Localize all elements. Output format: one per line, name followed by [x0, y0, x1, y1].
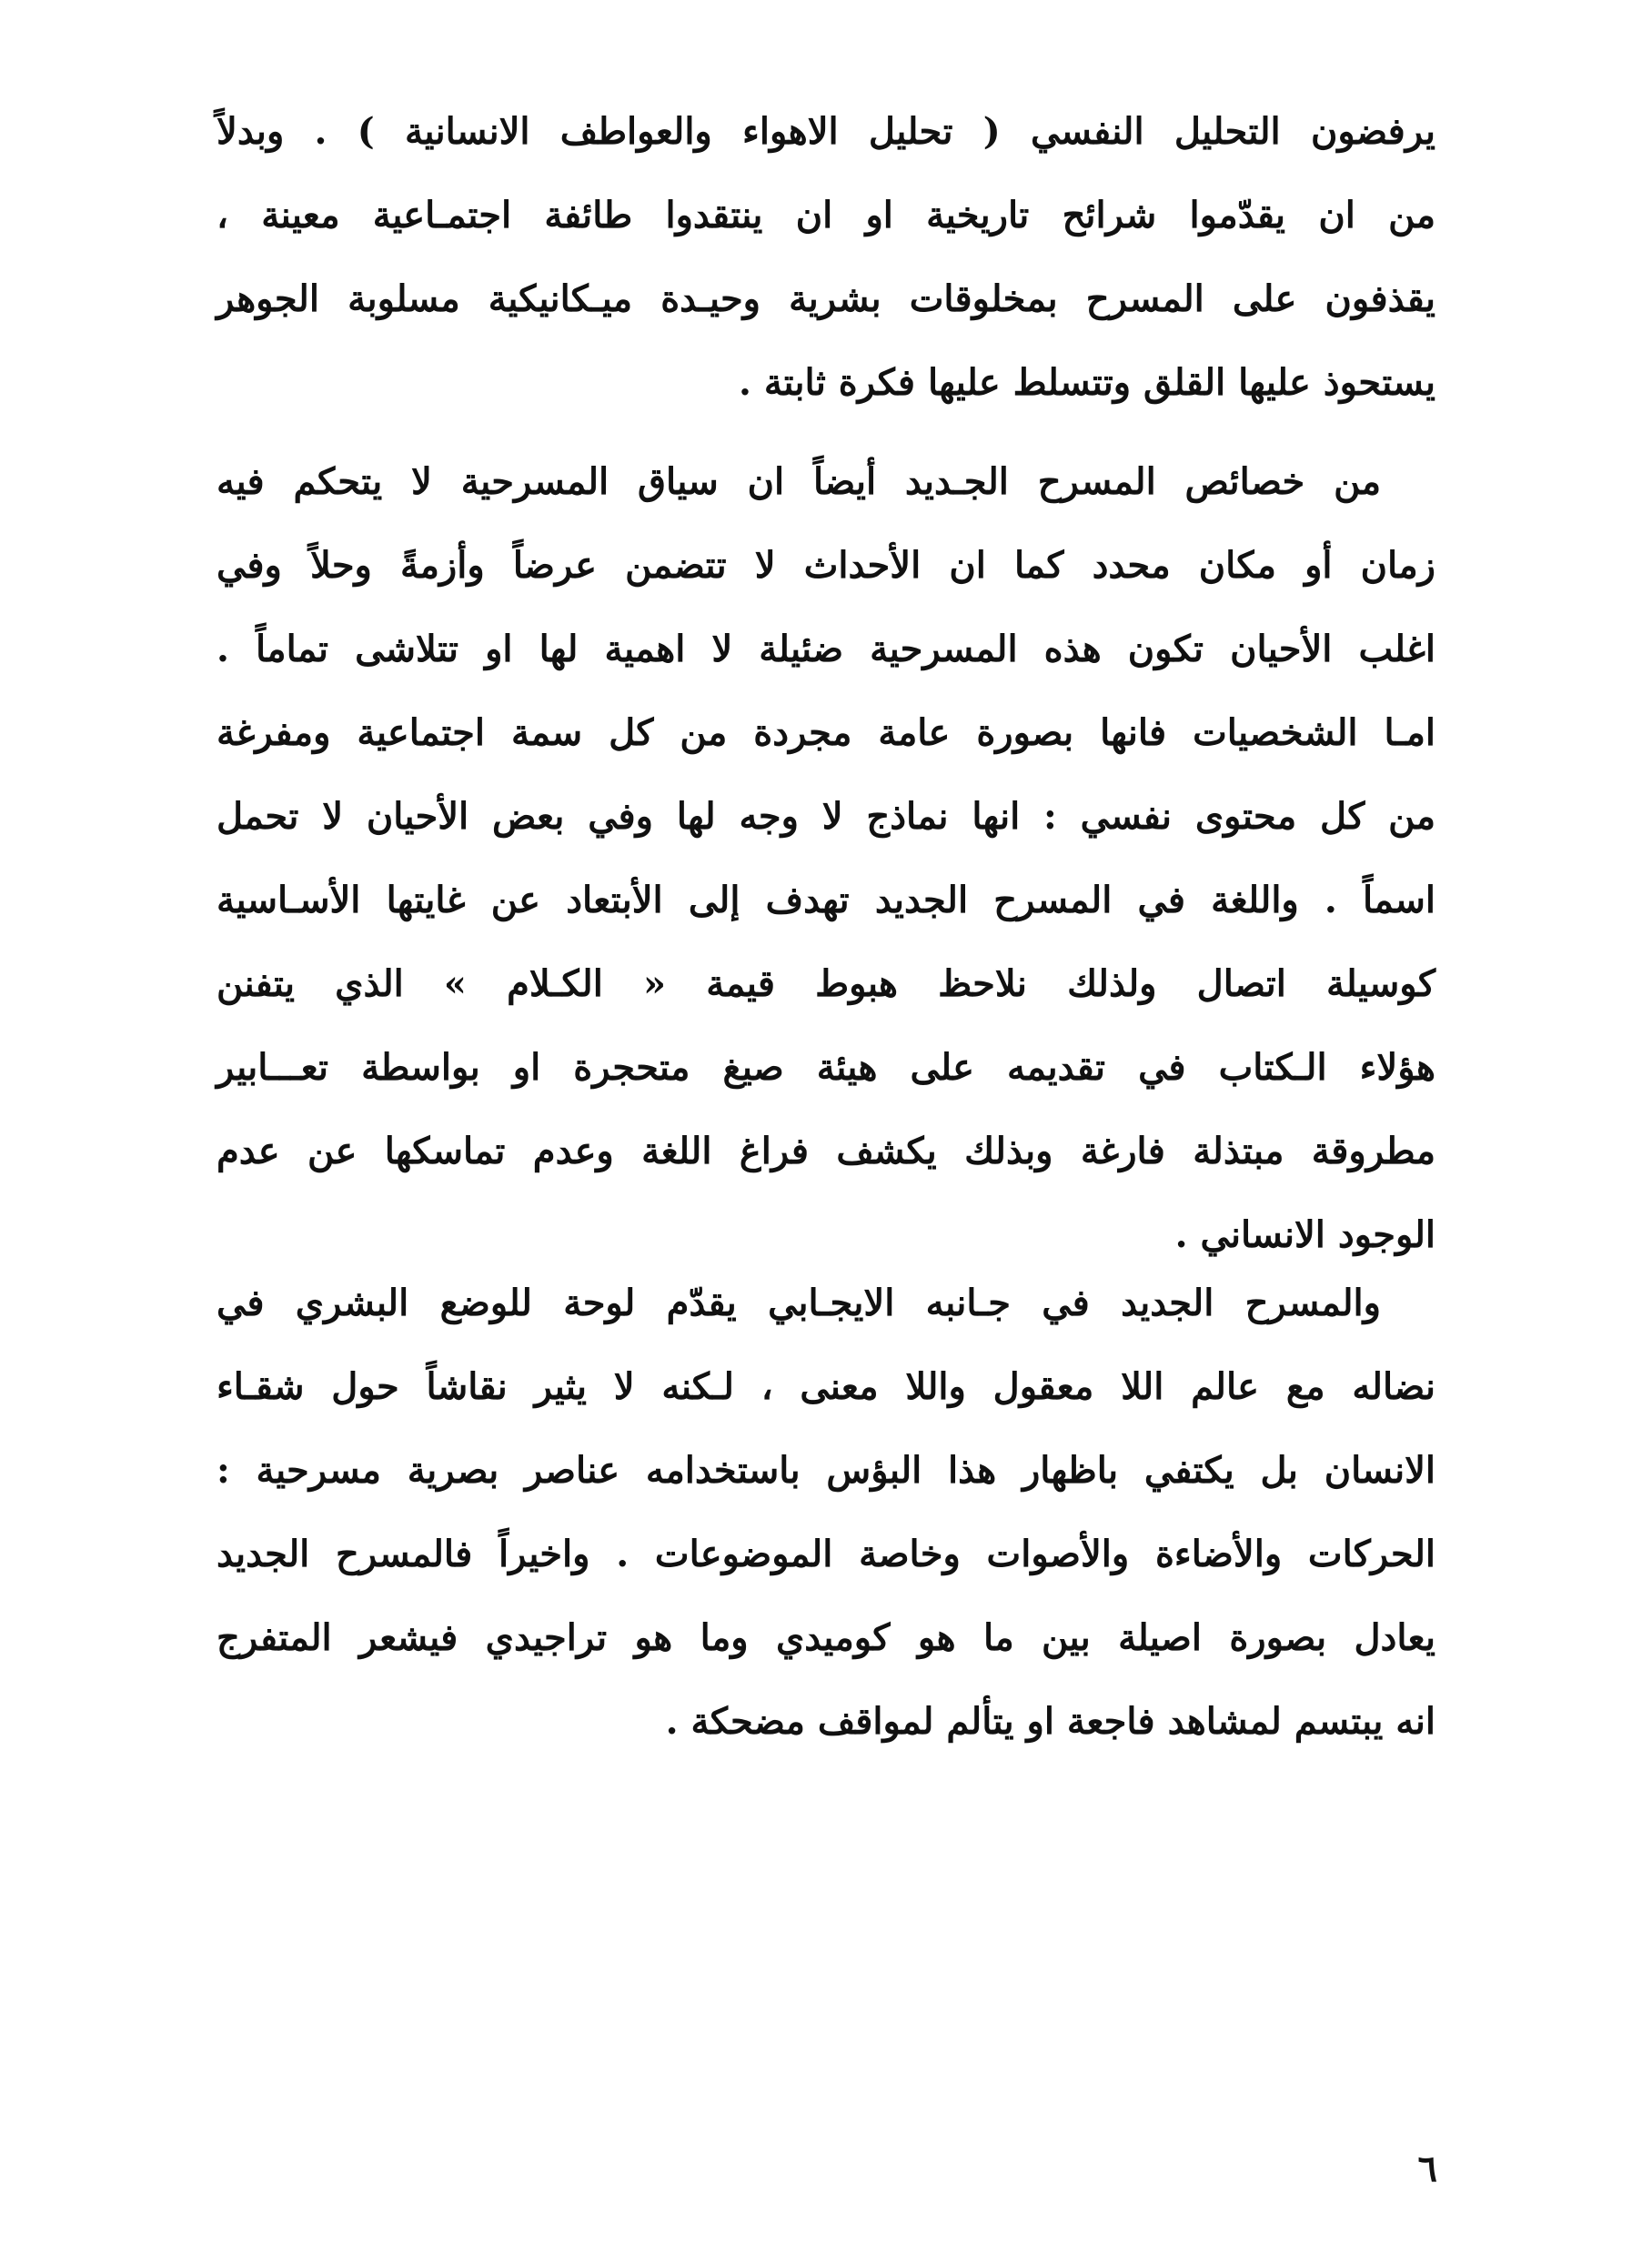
paragraph-2-line-2: زمان أو مكان محدد كما ان الأحداث لا تتضمن عرضاً وأزمةً وحلاً وفي [217, 544, 1435, 587]
paragraph-1-line-2: من ان يقدّموا شرائح تاريخية او ان ينتقدوا طائفة اجتمـاعية معينة ، [217, 194, 1435, 236]
paragraph-3-line-3: الانسان بل يكتفي باظهار هذا البؤس باستخدامه عناصر بصرية مسرحية : [217, 1449, 1435, 1492]
paragraph-2-line-3: اغلب الأحيان تكون هذه المسرحية ضئيلة لا اهمية لها او تتلاشى تماماً . [217, 628, 1435, 670]
paragraph-1-line-3: يقذفون على المسرح بمخلوقات بشرية وحيـدة ميـكانيكية مسلوبة الجوهر [217, 277, 1435, 320]
paragraph-1-line-4: يستحوذ عليها القلق وتتسلط عليها فكرة ثابتة . [739, 361, 1435, 404]
paragraph-2-line-9: مطروقة مبتذلة فارغة وبذلك يكشف فراغ اللغة وعدم تماسكها عن عدم [217, 1130, 1435, 1172]
paragraph-2-line-8: هؤلاء الـكتاب في تقديمه على هيئة صيغ متحجرة او بواسطة تعـــابير [217, 1046, 1435, 1089]
paragraph-2-line-10: الوجود الانساني . [1174, 1213, 1435, 1256]
paragraph-1-line-1: يرفضون التحليل النفسي ( تحليل الاهواء والعواطف الانسانية ) . وبدلاً [217, 110, 1435, 153]
paragraph-1 [217, 109, 1435, 444]
paragraph-2-line-1: من خصائص المسرح الجـديد أيضاً ان سياق المسرحية لا يتحكم فيه [217, 460, 1381, 503]
paragraph-3-line-1: والمسرح الجديد في جـانبه الايجـابي يقدّم لوحة للوضع البشري في [217, 1282, 1381, 1324]
paragraph-3-line-6: انه يبتسم لمشاهد فاجعة او يتألم لمواقف مضحكة . [665, 1700, 1435, 1743]
paragraph-3 [217, 1281, 1435, 1783]
paragraph-2 [217, 459, 1435, 1296]
paragraph-2-line-5: من كل محتوى نفسي : انها نماذج لا وجه لها وفي بعض الأحيان لا تحمل [217, 795, 1435, 838]
paragraph-2-line-4: امـا الشخصيات فانها بصورة عامة مجردة من كل سمة اجتماعية ومفرغة [217, 711, 1435, 754]
page-number: ٦ [1417, 2147, 1437, 2190]
paragraph-3-line-4: الحركات والأضاءة والأصوات وخاصة الموضوعات . واخيراً فالمسرح الجديد [217, 1533, 1435, 1575]
paragraph-2-line-6: اسماً . واللغة في المسرح الجديد تهدف إلى الأبتعاد عن غايتها الأسـاسية [217, 879, 1435, 921]
paragraph-2-line-7: كوسيلة اتصال ولذلك نلاحظ هبوط قيمة « الكـلام » الذي يتفنن [217, 962, 1435, 1005]
paragraph-3-line-5: يعادل بصورة اصيلة بين ما هو كوميدي وما هو تراجيدي فيشعر المتفرج [217, 1616, 1435, 1659]
paragraph-3-line-2: نضاله مع عالم اللا معقول واللا معنى ، لـكنه لا يثير نقاشاً حول شقـاء [217, 1365, 1435, 1408]
